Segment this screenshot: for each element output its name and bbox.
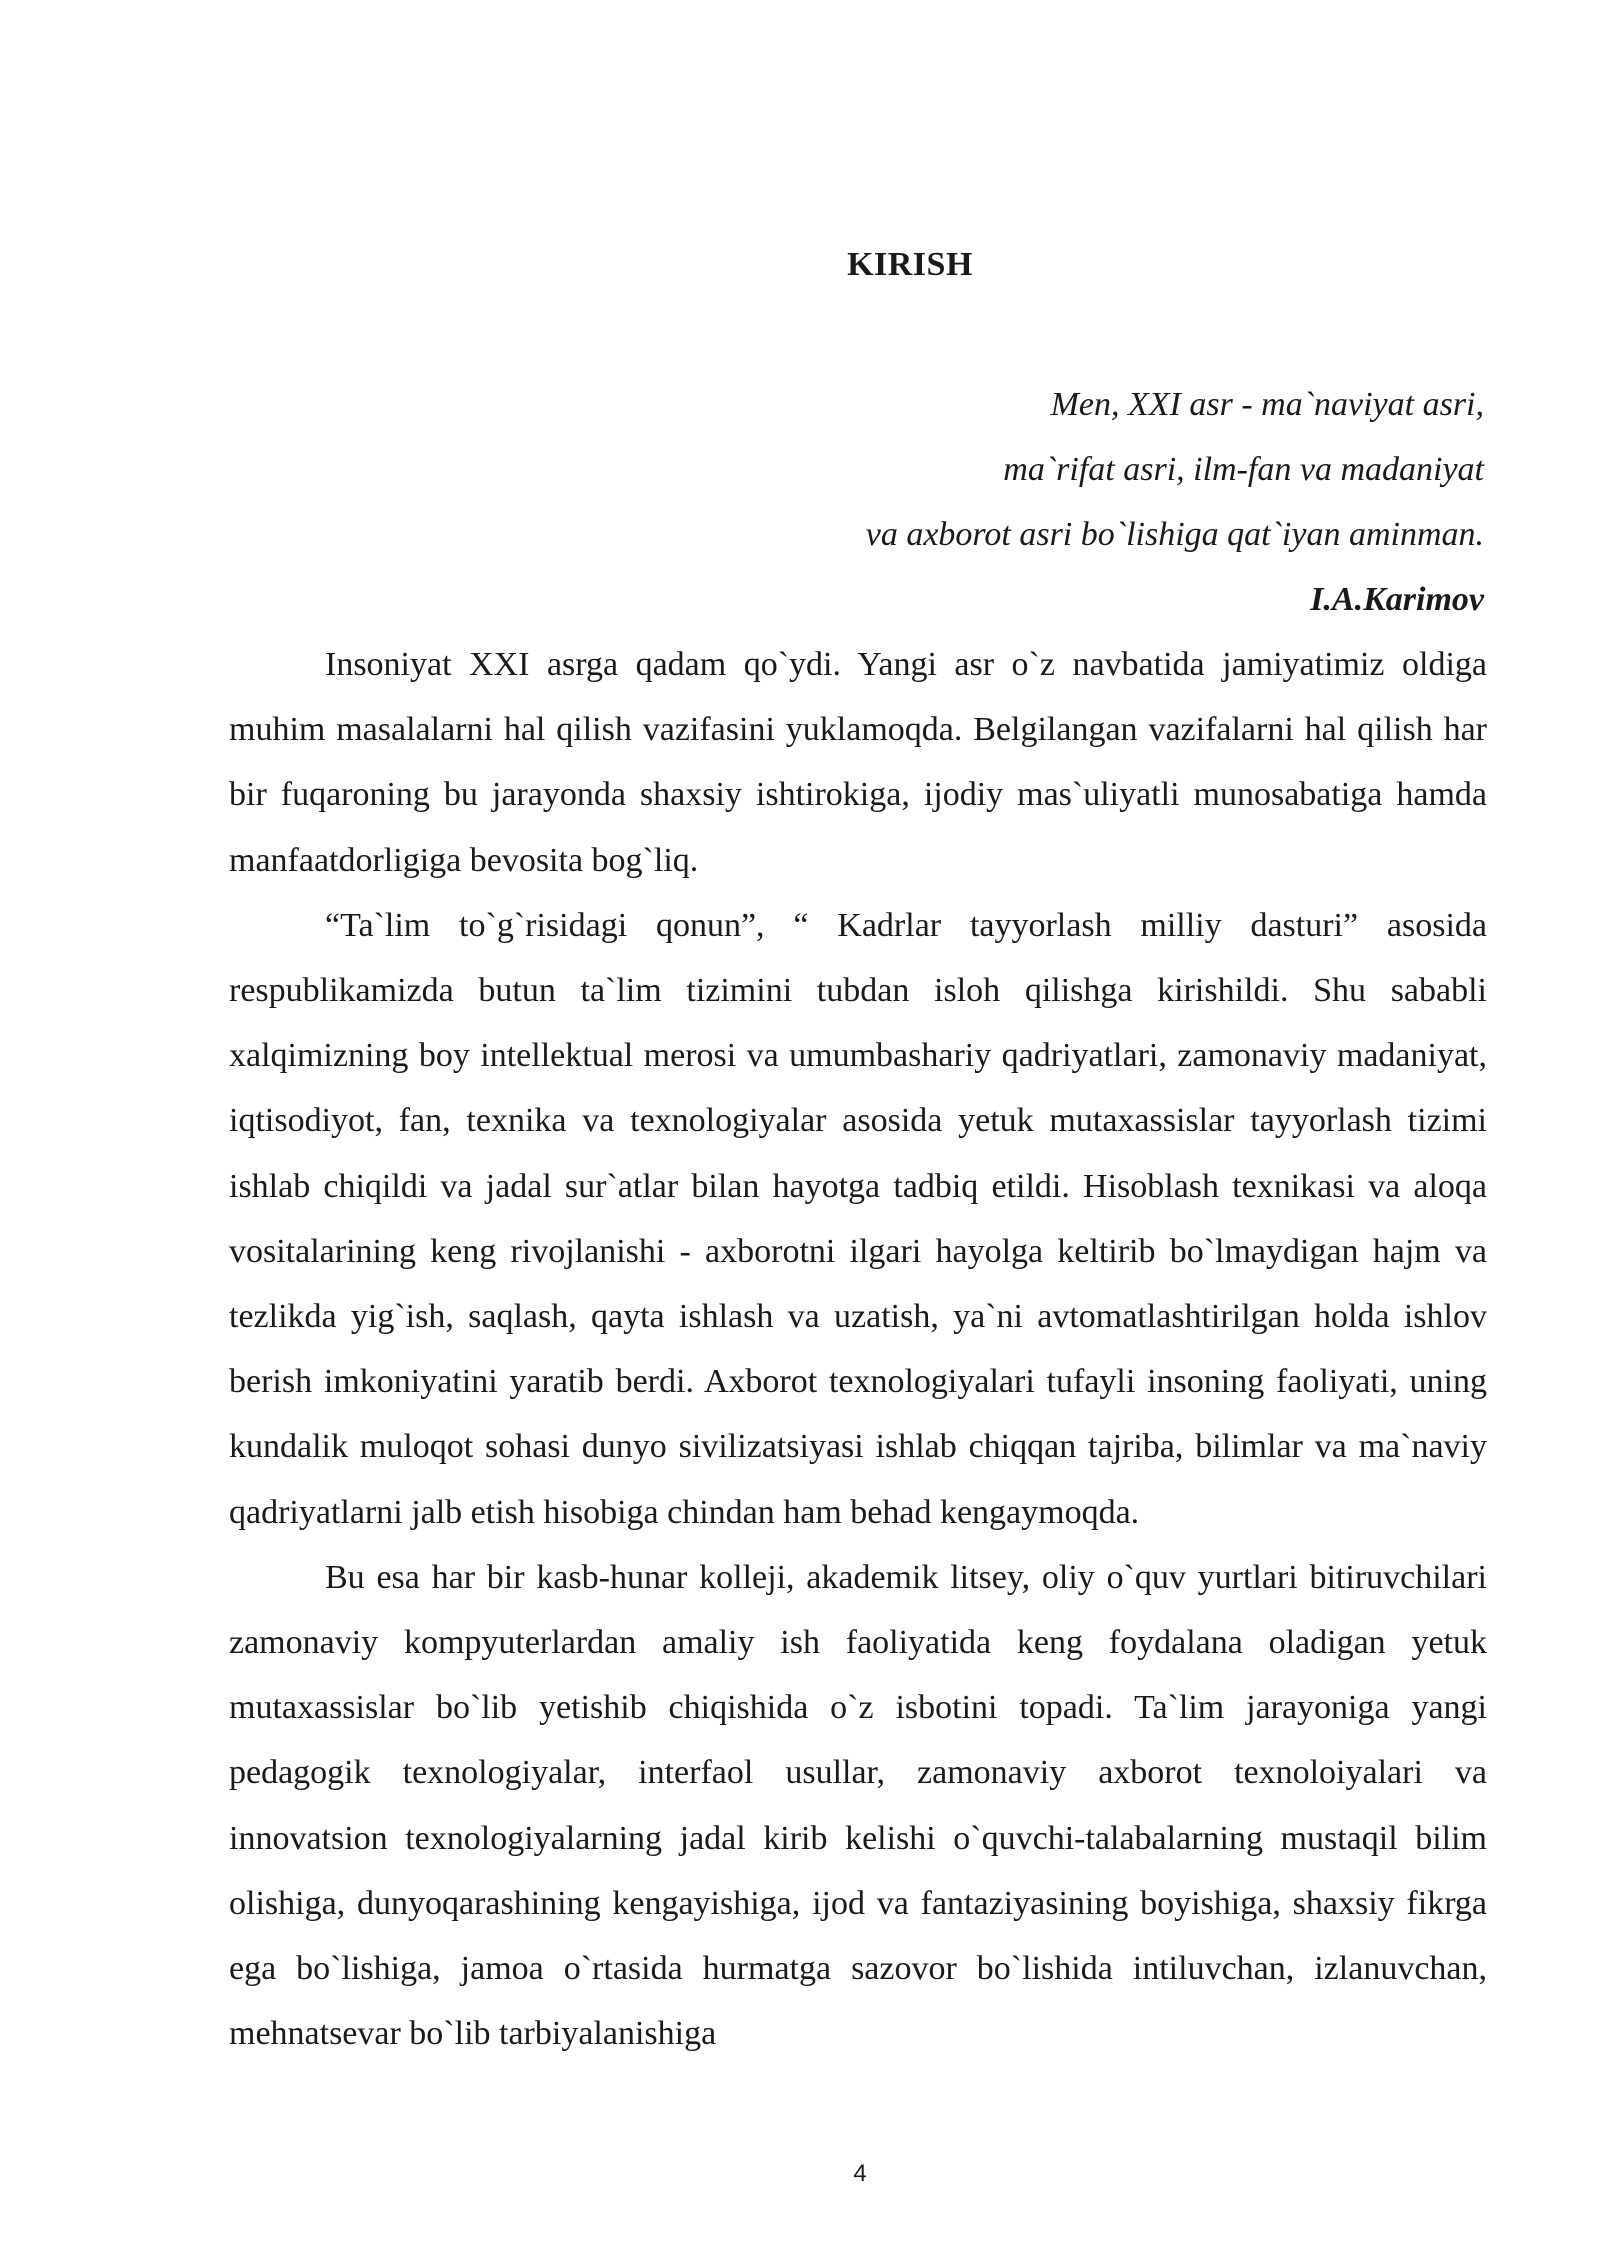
epigraph-line: va axborot asri bo`lishiga qat`iyan aminman. bbox=[865, 516, 1484, 553]
page-title: KIRISH bbox=[847, 246, 973, 283]
paragraph: “Ta`lim to`g`risidagi qonun”, “ Kadrlar tayyorlash milliy dasturi” asosida respublikamizda butun ta`lim tizimini tubdan isloh qilishga kirishildi. Shu sababli xalqimizning boy intellektual merosi va umumbashariy qadriyatlari, zamonaviy madaniyat, iqtisodiyot, fan, texnika va texnologiyalar asosida yetuk mutaxassislar tayyorlash tizimi ishlab chiqildi va jadal sur`atlar bilan hayotga tadbiq etildi. Hisoblash texnikasi va aloqa vositalarining keng rivojlanishi - axborotni ilgari hayolga keltirib bo`lmaydigan hajm va tezlikda yig`ish, saqlash, qayta ishlash va uzatish, ya`ni avtomatlashtirilgan holda ishlov berish imkoniyatini yaratib berdi. Axborot texnologiyalari tufayli insoning faoliyati, uning kundalik muloqot sohasi dunyo sivilizatsiyasi ishlab chiqqan tajriba, bilimlar va ma`naviy qadriyatlarni jalb etish hisobiga chindan ham behad kengaymoqda. bbox=[229, 906, 1487, 1531]
epigraph-line: Men, XXI asr - ma`naviyat asri, bbox=[1050, 386, 1484, 423]
body-text bbox=[229, 632, 1487, 2066]
paragraph: Bu esa har bir kasb-hunar kolleji, akademik litsey, oliy o`quv yurtlari bitiruvchilari zamonaviy kompyuterlardan amaliy ish faoliyatida keng foydalana oladigan yetuk mutaxassislar bo`lib yetishib chiqishida o`z isbotini topadi. Ta`lim jarayoniga yangi pedagogik texnologiyalar, interfaol usullar, zamonaviy axborot texnoloiyalari va innovatsion texnologiyalarning jadal kirib kelishi o`quvchi-talabalarning mustaqil bilim olishiga, dunyoqarashining kengayishiga, ijod va fantaziyasining boyishiga, shaxsiy fikrga ega bo`lishiga, jamoa o`rtasida hurmatga sazovor bo`lishida intiluvchan, izlanuvchan, mehnatsevar bo`lib tarbiyalanishiga bbox=[229, 1558, 1487, 2053]
paragraph: Insoniyat XXI asrga qadam qo`ydi. Yangi asr o`z navbatida jamiyatimiz oldiga muhim masalalarni hal qilish vazifasini yuklamoqda. Belgilangan vazifalarni hal qilish har bir fuqaroning bu jarayonda shaxsiy ishtirokiga, ijodiy mas`uliyatli munosabatiga hamda manfaatdorligiga bevosita bog`liq. bbox=[229, 646, 1487, 879]
page-number: 4 bbox=[853, 2160, 867, 2187]
epigraph-line: ma`rifat asri, ilm-fan va madaniyat bbox=[1003, 451, 1484, 488]
epigraph bbox=[584, 372, 1484, 632]
epigraph-author: I.A.Karimov bbox=[1310, 581, 1484, 618]
